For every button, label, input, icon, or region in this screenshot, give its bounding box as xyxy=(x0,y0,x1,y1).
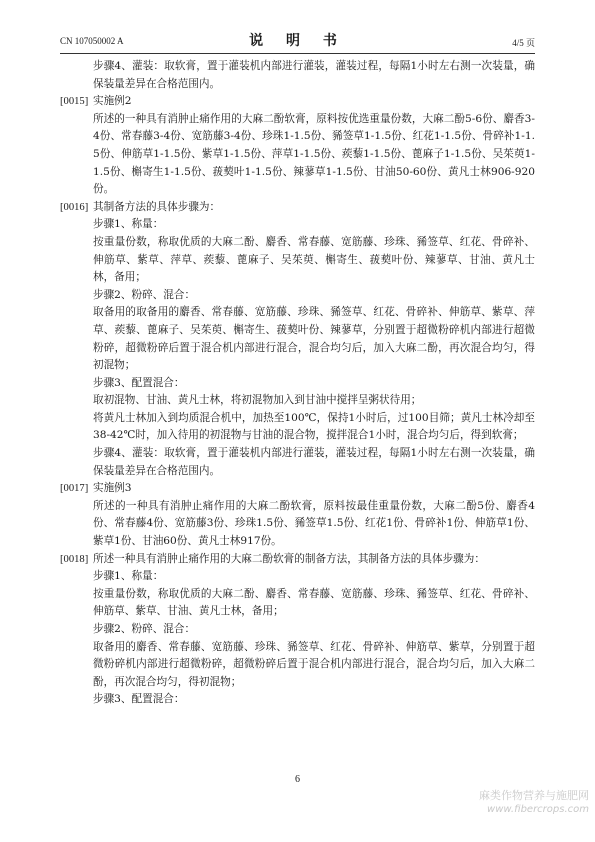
paragraph-heading: 其制备方法的具体步骤为： xyxy=(93,200,221,213)
numbered-paragraph xyxy=(60,93,535,111)
step-text: 步骤3、配置混合： xyxy=(93,376,185,389)
paragraph xyxy=(93,216,535,234)
document-body xyxy=(60,58,535,709)
paragraph-text: 所述的一种具有消肿止痛作用的大麻二酚软膏，原料按优选重量份数，大麻二酚5-6份、麝香3-4份、常春藤3-4份、宽筋藤3-4份、珍珠1-1.5份、豨签草1-1.5份、红花1-1.5份、骨碎补1-1.5份、伸筋草1-1.5份、紫草1-1.5份、萍草1-1.5份、蒺藜1-1.5份、蓖麻子1-1.5份、吴茱萸1-1.5份、槲寄生1-1.5份、菝葜叶1-1.5份、辣蓼草1-1.5份、甘油50-60份、黄凡士林906-920份。 xyxy=(93,112,535,196)
paragraph xyxy=(93,111,535,199)
paragraph-text: 取初混物、甘油、黄凡士林，将初混物加入到甘油中搅拌呈粥状待用； xyxy=(93,394,422,407)
page-header xyxy=(60,30,535,52)
step-text: 步骤2、粉碎、混合： xyxy=(93,623,196,635)
numbered-paragraph xyxy=(60,551,535,569)
paragraph xyxy=(93,304,535,374)
step-text: 步骤4、灌装：取软膏，置于灌装机内部进行灌装，灌装过程，每隔1小时左右测一次装量，确保装量差异在合格范围内。 xyxy=(93,447,535,477)
paragraph-heading: 实施例3 xyxy=(93,482,132,495)
step-text: 步骤1、称量： xyxy=(93,218,164,231)
paragraph xyxy=(93,639,535,692)
page-number: 6 xyxy=(295,774,300,785)
paragraph-text: 按重量份数，称取优质的大麻二酚、麝香、常春藤、宽筋藤、珍珠、豨签草、红花、骨碎补、伸筋草、紫草、萍草、蒺藜、蓖麻子、吴茱萸、槲寄生、菝葜叶份、辣蓼草、甘油、黄凡士林，备用； xyxy=(93,235,535,284)
paragraph-number: [0015] xyxy=(60,96,89,108)
step-text: 步骤1、称量： xyxy=(93,570,164,583)
paragraph-heading: 所述一种具有消肿止痛作用的大麻二酚软膏的制备方法，其制备方法的具体步骤为： xyxy=(93,552,485,565)
numbered-paragraph xyxy=(60,199,535,217)
paragraph xyxy=(93,568,535,586)
watermark xyxy=(479,788,589,816)
header-rule xyxy=(60,53,535,54)
paragraph xyxy=(93,586,535,621)
watermark-url: www.fibercrops.com xyxy=(487,804,589,815)
watermark-title: 麻类作物营养与施肥网 xyxy=(479,789,589,802)
paragraph-text: 将黄凡士林加入到均质混合机中，加热至100℃，保持1小时后，过100目筛；黄凡士林冷却至38-42℃时，加入待用的初混物与甘油的混合物，搅拌混合1小时，混合均匀后，得到软膏； xyxy=(93,411,535,442)
paragraph xyxy=(93,621,535,639)
page-count: 4/5 页 xyxy=(512,38,535,48)
step-text: 步骤4、灌装：取软膏，置于灌装机内部进行灌装，灌装过程，每隔1小时左右测一次装量，确保装量差异在合格范围内。 xyxy=(93,60,535,90)
paragraph xyxy=(93,498,535,551)
paragraph-text: 按重量份数，称取优质的大麻二酚、麝香、常春藤、宽筋藤、珍珠、豨签草、红花、骨碎补、伸筋草、紫草、甘油、黄凡士林，备用； xyxy=(93,587,535,618)
document-title: 说 明 书 xyxy=(249,33,346,49)
paragraph-number: [0016] xyxy=(60,201,89,213)
numbered-paragraph xyxy=(60,480,535,498)
paragraph-heading: 实施例2 xyxy=(93,95,132,108)
step-text: 步骤3、配置混合： xyxy=(93,693,185,706)
paragraph xyxy=(93,375,535,393)
paragraph xyxy=(93,287,535,305)
paragraph xyxy=(93,234,535,287)
paragraph-number: [0017] xyxy=(60,483,89,495)
paragraph-text: 所述的一种具有消肿止痛作用的大麻二酚软膏，原料按最佳重量份数，大麻二酚5份、麝香4份、常春藤4份、宽筋藤3份、珍珠1.5份、豨签草1.5份、红花1份、骨碎补1份、伸筋草1份、紫草1份、甘油60份、黄凡士林917份。 xyxy=(93,499,535,548)
paragraph xyxy=(93,58,535,93)
paragraph-text: 取备用的麝香、常春藤、宽筋藤、珍珠、豨签草、红花、骨碎补、伸筋草、紫草，分别置于超微粉碎机内部进行超微粉碎，超微粉碎后置于混合机内部进行混合，混合均匀后，加入大麻二酚，再次混合均匀，得初混物； xyxy=(93,640,535,688)
paragraph xyxy=(93,691,535,709)
paragraph-text: 取备用的取备用的麝香、常春藤、宽筋藤、珍珠、豨签草、红花、骨碎补、伸筋草、紫草、萍草、蒺藜、蓖麻子、吴茱萸、槲寄生、菝葜叶份、辣蓼草，分别置于超微粉碎机内部进行超微粉碎，超微粉碎后置于混合机内部进行混合，混合均匀后，加入大麻二酚，再次混合均匀，得初混物； xyxy=(93,306,535,372)
paragraph-number: [0018] xyxy=(60,553,89,565)
publication-number: CN 107050002 A xyxy=(60,36,124,46)
step-text: 步骤2、粉碎、混合： xyxy=(93,288,196,301)
paragraph xyxy=(93,410,535,445)
paragraph xyxy=(93,445,535,480)
paragraph xyxy=(93,392,535,410)
